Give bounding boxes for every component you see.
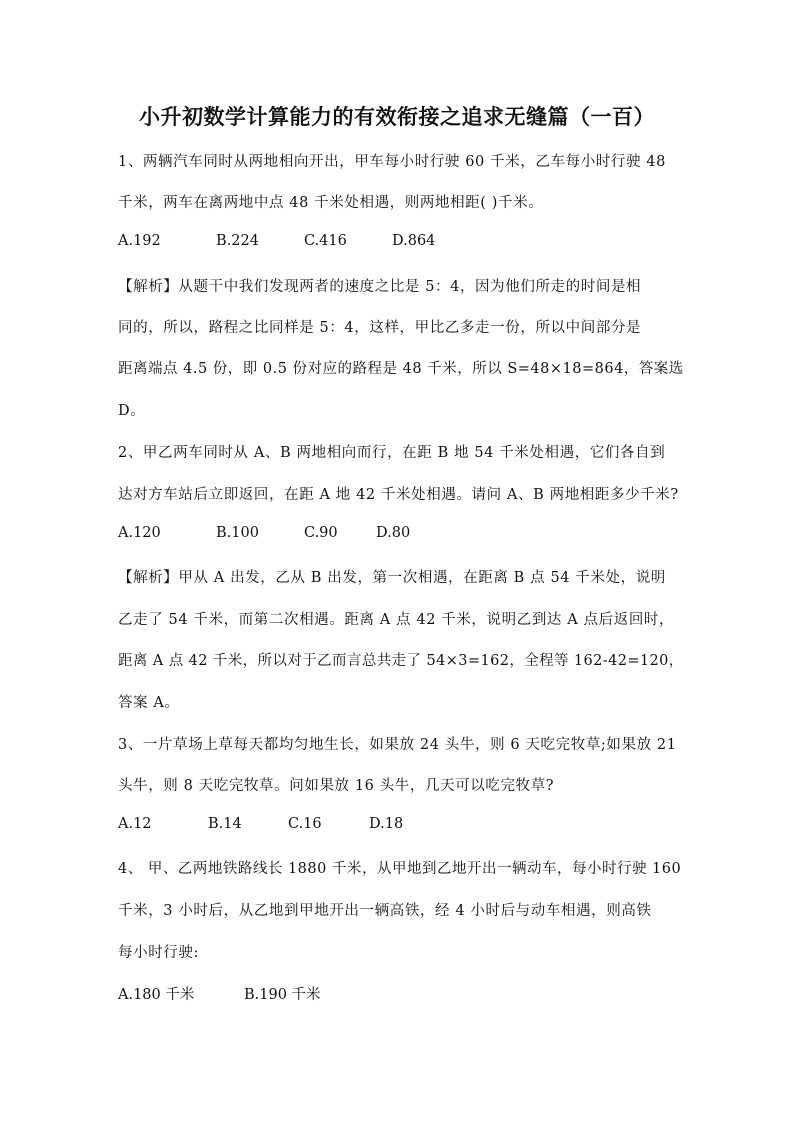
q1-option-b: B.224 — [216, 233, 259, 249]
q1-analysis-3: 距离端点 4.5 份，即 0.5 份对应的路程是 48 千米，所以 S=48×18=864，答案选 — [118, 361, 684, 377]
q2-option-a: A.120 — [118, 525, 161, 541]
q3-options — [118, 816, 403, 832]
q4-line-3: 每小时行驶: — [118, 945, 199, 961]
q4-line-2: 千米，3 小时后，从乙地到甲地开出一辆高铁，经 4 小时后与动车相遇，则高铁 — [118, 903, 652, 919]
q1-analysis-1: 【解析】从题干中我们发现两者的速度之比是 5：4，因为他们所走的时间是相 — [118, 279, 642, 295]
q3-line-2: 头牛，则 8 天吃完牧草。问如果放 16 头牛，几天可以吃完牧草? — [118, 778, 555, 794]
q4-line-1: 4、 甲、乙两地铁路线长 1880 千米，从甲地到乙地开出一辆动车，每小时行驶 160 — [118, 861, 682, 877]
q3-option-a: A.12 — [118, 816, 152, 832]
q3-option-b: B.14 — [208, 816, 242, 832]
q1-option-a: A.192 — [118, 233, 161, 249]
q1-option-d: D.864 — [392, 233, 436, 249]
page-title: 小升初数学计算能力的有效衔接之追求无缝篇（一百） — [139, 105, 655, 129]
q1-analysis-4: D。 — [118, 403, 146, 419]
q2-options — [118, 525, 410, 541]
q2-analysis-1: 【解析】甲从 A 出发，乙从 B 出发，第一次相遇，在距离 B 点 54 千米处，说明 — [118, 570, 666, 586]
q3-option-d: D.18 — [369, 816, 404, 832]
q4-option-b: B.190 千米 — [244, 987, 321, 1003]
q3-option-c: C.16 — [288, 816, 322, 832]
q2-line-2: 达对方车站后立即返回，在距 A 地 42 千米处相遇。请问 A、B 两地相距多少千米? — [118, 487, 679, 503]
q2-analysis-3: 距离 A 点 42 千米，所以对于乙而言总共走了 54×3=162，全程等 162-42=120， — [118, 653, 684, 669]
q4-options — [118, 983, 321, 1004]
q1-option-c: C.416 — [304, 233, 347, 249]
q2-option-d: D.80 — [376, 525, 411, 541]
q1-line-2: 千米，两车在离两地中点 48 千米处相遇，则两地相距( )千米。 — [118, 195, 544, 211]
q1-line-1: 1、两辆汽车同时从两地相向开出，甲车每小时行驶 60 千米，乙车每小时行驶 48 — [118, 154, 666, 170]
q2-analysis-4: 答案 A。 — [118, 695, 180, 711]
q2-option-b: B.100 — [216, 525, 259, 541]
q2-analysis-2: 乙走了 54 千米，而第二次相遇。距离 A 点 42 千米，说明乙到达 A 点后返回时， — [118, 612, 675, 628]
q2-line-1: 2、甲乙两车同时从 A、B 两地相向而行，在距 B 地 54 千米处相遇，它们各自到 — [118, 445, 666, 461]
q1-analysis-2: 同的，所以，路程之比同样是 5：4，这样，甲比乙多走一份，所以中间部分是 — [118, 320, 642, 336]
q2-option-c: C.90 — [304, 525, 338, 541]
q4-option-a: A.180 千米 — [118, 987, 195, 1003]
q1-options — [118, 233, 435, 249]
q3-line-1: 3、一片草场上草每天都均匀地生长，如果放 24 头牛，则 6 天吃完牧草;如果放 21 — [118, 737, 677, 753]
